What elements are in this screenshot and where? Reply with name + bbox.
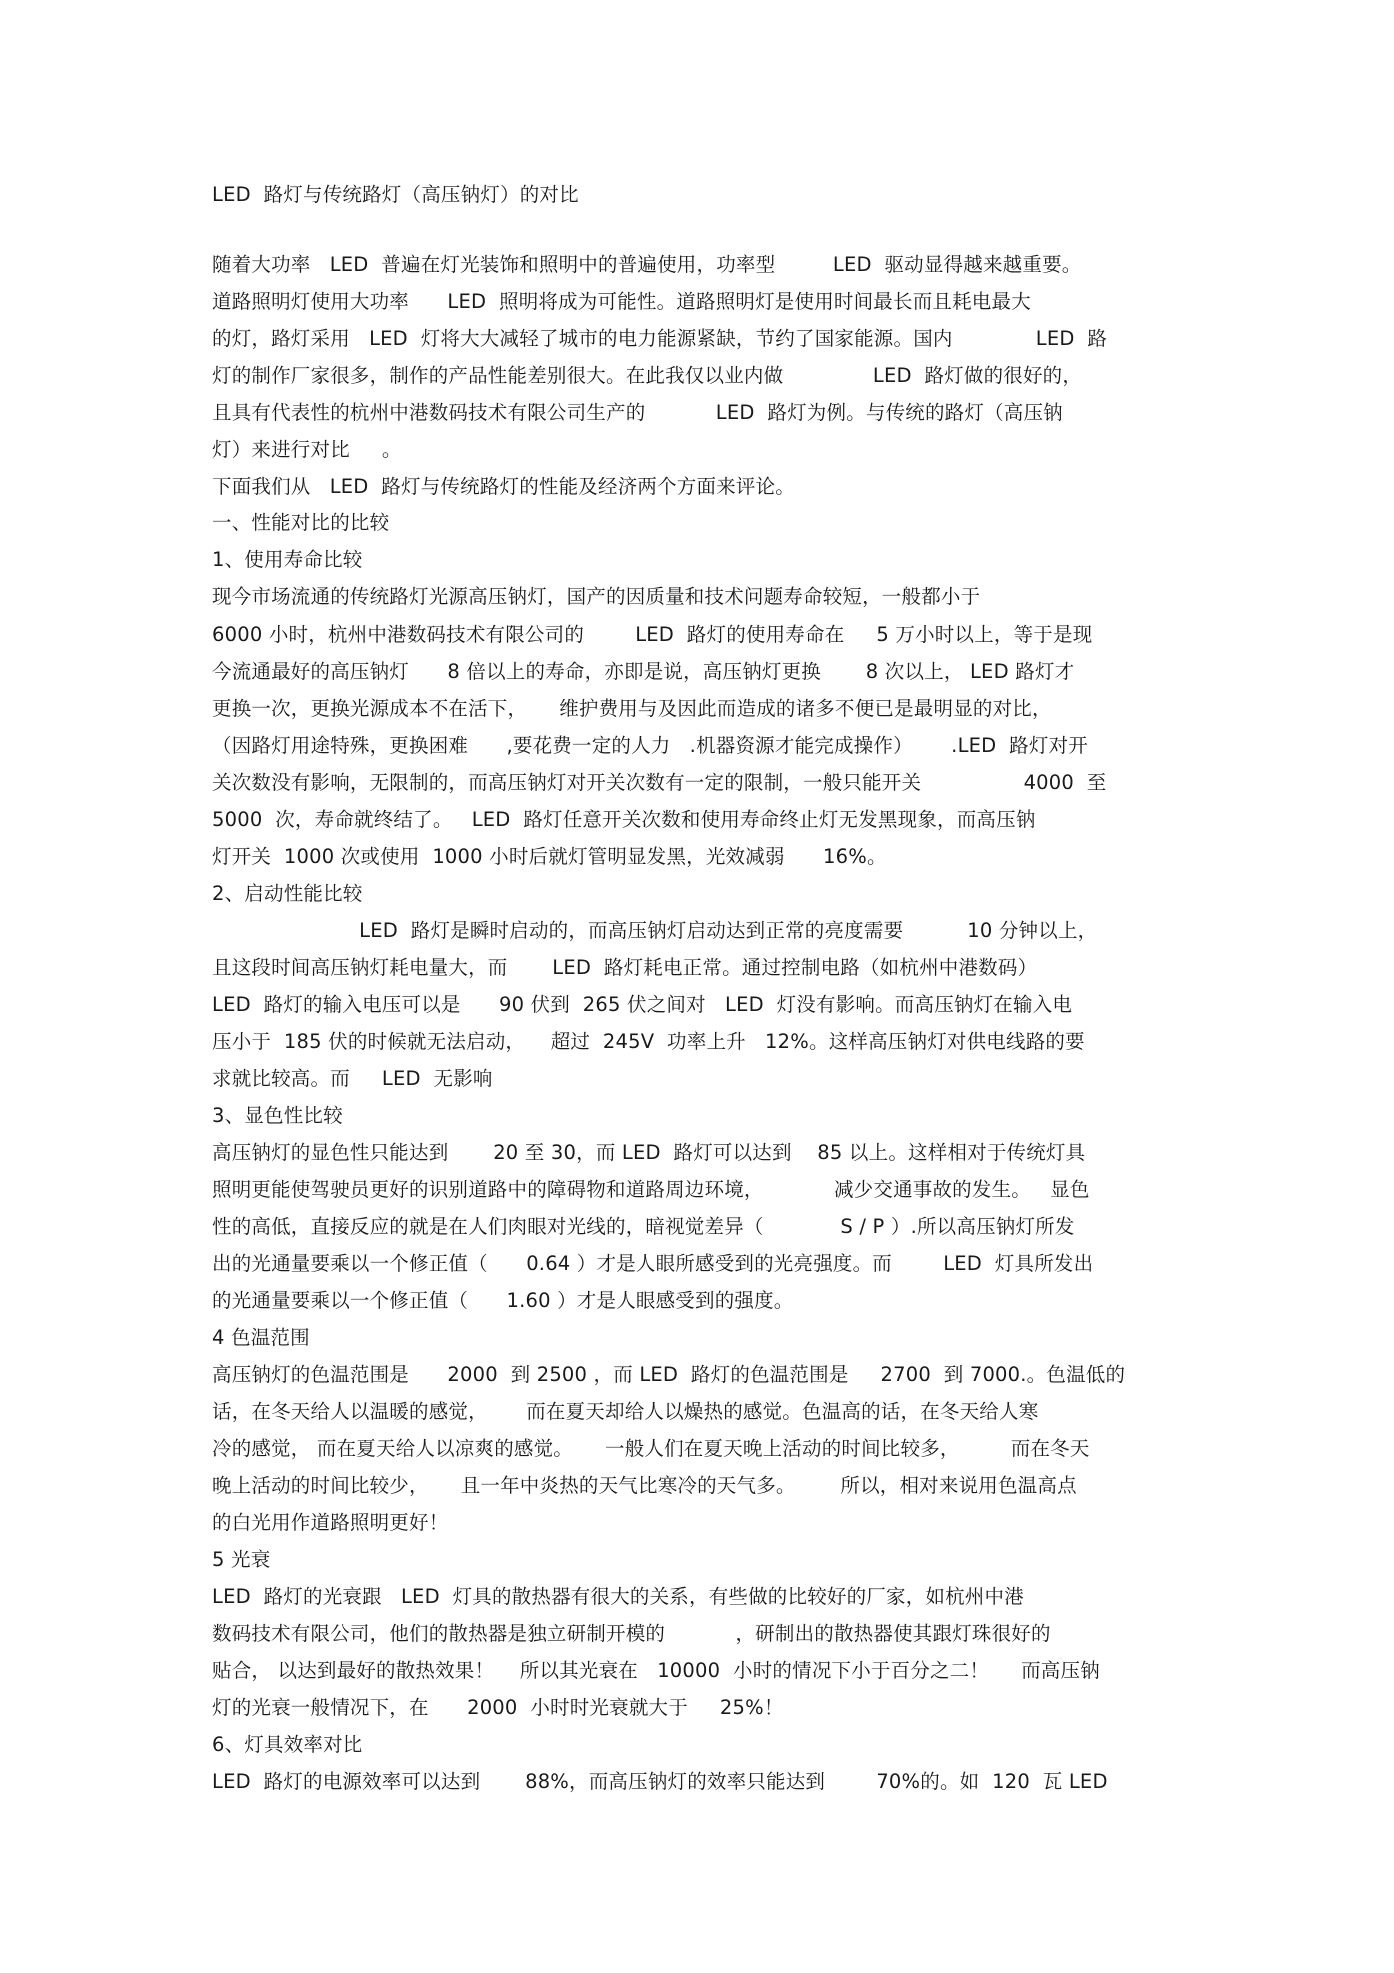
subsection-heading: 1、使用寿命比较 [212,548,363,571]
text-line: 关次数没有影响，无限制的，而高压钠灯对开关次数有一定的限制，一般只能开关 4000 至 [212,771,1107,794]
text-line: 压小于 185 伏的时候就无法启动， 超过 245V 功率上升 12%。这样高压钠灯对供电线路的要 [212,1030,1085,1053]
text-line: 冷的感觉， 而在夏天给人以凉爽的感觉。 一般人们在夏天晚上活动的时间比较多， 而在冬天 [212,1437,1090,1460]
document-page [212,0,1202,1973]
text-line: 性的高低，直接反应的就是在人们肉眼对光线的，暗视觉差异（ S / P ）.所以高压钠灯所发 [212,1215,1075,1238]
text-line: LED 路灯的电源效率可以达到 88%，而高压钠灯的效率只能达到 70%的。如 120 瓦 LED [212,1770,1108,1793]
text-line: 下面我们从 LED 路灯与传统路灯的性能及经济两个方面来评论。 [212,475,795,498]
text-line: 现今市场流通的传统路灯光源高压钠灯，国产的因质量和技术问题寿命较短，一般都小于 [212,585,981,608]
text-line: 高压钠灯的显色性只能达到 20 至 30，而 LED 路灯可以达到 85 以上。这样相对于传统灯具 [212,1141,1086,1164]
text-line: 的白光用作道路照明更好！ [212,1511,449,1534]
text-line: 且这段时间高压钠灯耗电量大，而 LED 路灯耗电正常。通过控制电路（如杭州中港数码） [212,956,1038,979]
text-line: 且具有代表性的杭州中港数码技术有限公司生产的 LED 路灯为例。与传统的路灯（高压钠 [212,401,1063,424]
subsection-heading: 4 色温范围 [212,1326,310,1349]
text-line: 更换一次，更换光源成本不在活下， 维护费用与及因此而造成的诸多不便已是最明显的对比， [212,697,1052,720]
text-line: 随着大功率 LED 普遍在灯光装饰和照明中的普遍使用，功率型 LED 驱动显得越来越重要。 [212,253,1082,276]
text-line: 话，在冬天给人以温暖的感觉， 而在夏天却给人以燥热的感觉。色温高的话，在冬天给人寒 [212,1400,1039,1423]
subsection-heading: 5 光衰 [212,1548,271,1571]
text-line: 求就比较高。而 LED 无影响 [212,1067,493,1090]
subsection-heading: 2、启动性能比较 [212,882,363,905]
text-line: 数码技术有限公司，他们的散热器是独立研制开模的 ，研制出的散热器使其跟灯珠很好的 [212,1622,1051,1645]
subsection-heading: 3、显色性比较 [212,1104,343,1127]
text-line: LED 路灯是瞬时启动的，而高压钠灯启动达到正常的亮度需要 10 分钟以上， [212,919,1098,942]
text-line: 出的光通量要乘以一个修正值（ 0.64 ）才是人眼所感受到的光亮强度。而 LED 灯具所发出 [212,1252,1094,1275]
text-line: 6000 小时，杭州中港数码技术有限公司的 LED 路灯的使用寿命在 5 万小时以上，等于是现 [212,623,1093,646]
text-line: 灯的制作厂家很多，制作的产品性能差别很大。在此我仅以业内做 LED 路灯做的很好的， [212,364,1083,387]
text-line: 高压钠灯的色温范围是 2000 到 2500 ，而 LED 路灯的色温范围是 2700 到 7000.。色温低的 [212,1363,1126,1386]
text-line: （因路灯用途特殊，更换困难 ,要花费一定的人力 .机器资源才能完成操作） .LED 路灯对开 [212,734,1088,757]
subsection-heading: 6、灯具效率对比 [212,1733,363,1756]
text-line: 5000 次，寿命就终结了。 LED 路灯任意开关次数和使用寿命终止灯无发黑现象，而高压钠 [212,808,1036,831]
text-line: 照明更能使驾驶员更好的识别道路中的障碍物和道路周边环境， 减少交通事故的发生。 显色 [212,1178,1090,1201]
text-line: 贴合， 以达到最好的散热效果！ 所以其光衰在 10000 小时的情况下小于百分之二！ 而高压钠 [212,1659,1100,1682]
text-line: 灯开关 1000 次或使用 1000 小时后就灯管明显发黑，光效减弱 16%。 [212,845,887,868]
text-line: 道路照明灯使用大功率 LED 照明将成为可能性。道路照明灯是使用时间最长而且耗电最大 [212,290,1031,313]
text-line: LED 路灯的光衰跟 LED 灯具的散热器有很大的关系，有些做的比较好的厂家，如杭州中港 [212,1585,1024,1608]
document-title: LED 路灯与传统路灯（高压钠灯）的对比 [212,183,579,206]
text-line: LED 路灯的输入电压可以是 90 伏到 265 伏之间对 LED 灯没有影响。而高压钠灯在输入电 [212,993,1073,1016]
text-line: 灯的光衰一般情况下，在 2000 小时时光衰就大于 25%！ [212,1696,784,1719]
text-line: 今流通最好的高压钠灯 8 倍以上的寿命，亦即是说，高压钠灯更换 8 次以上， LED 路灯才 [212,660,1075,683]
section-heading: 一、性能对比的比较 [212,511,390,534]
text-line: 灯）来进行对比 。 [212,438,402,461]
text-line: 晚上活动的时间比较少， 且一年中炎热的天气比寒冷的天气多。 所以，相对来说用色温高点 [212,1474,1077,1497]
text-line: 的灯，路灯采用 LED 灯将大大减轻了城市的电力能源紧缺，节约了国家能源。国内 LED 路 [212,327,1108,350]
text-line: 的光通量要乘以一个修正值（ 1.60 ）才是人眼感受到的强度。 [212,1289,794,1312]
